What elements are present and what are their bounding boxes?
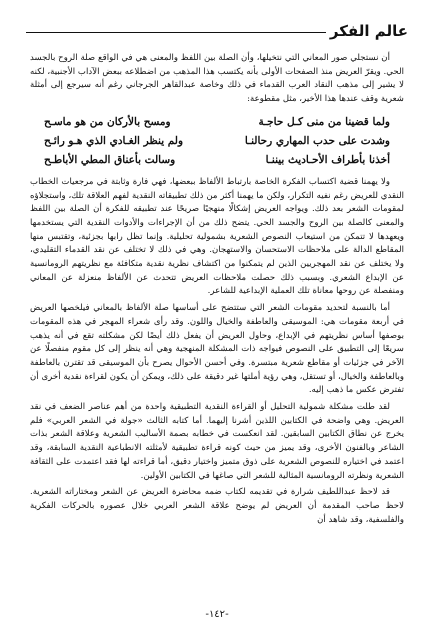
journal-title: عالم الفكر [329, 22, 408, 40]
paragraph-poetry-elements: أما بالنسبة لتحديد مقومات الشعر التي ستتضح على أساسها صلة الألفاظ بالمعاني فيلخصها العريض في أربعة مقومات هي: الموسيقى والعاطفة والخيال واللون. وقد رأى شعراء المهجر في هذه المقومات بوصفها أساس نظريتهم في الإبداع، وحاول العريض أن يفعل ذلك أيضًا لكن مشكلته تقع في أنه يذهب سريعًا إلى التطبيق على النصوص فيواجه ذات المشكلة المنهجية وهي أنه ينظر إلى كل مقوم منفصلًا عن الآخر في جزئيات أو مقاطع شعرية مبتسرة. وفي أحسن الأحوال يصرح بأن الموسيقى قد تقترن بالعاطفة وبالعاطفة والخيال، أو تستقل، وهي رؤية أملتها غير دقيقة على ذلك، ويمكن أن يكون لقراءة نقدية أخرى أن تفترض عكس ما ذهب إليه. [30, 303, 404, 396]
poem-verse [30, 151, 404, 170]
running-header [26, 22, 408, 44]
paragraph-critique: لقد طلت مشكلة شمولية التحليل أو القراءة النقدية التطبيقية واحدة من أهم عناصر الضعف في نقد العريض. وهي واضحة في الكتابين اللذين أشرنا إليهما. أما كتابه الثالث «جولة في الشعر العربي» فلم يخرج عن نطاق الكتابين السابقين. لقد انعكست في خطابه بصمة الأساليب الشعرية وعلاقة الشعر بذات الشاعر وبالفنون الأخرى، وقد يميز من حيث كونه قراءة تطبيقية لأمثلته الانطباعية النقدية السابقة، وقد اعتمد في اختياره للنصوص الشعرية على ذوق متميز واختيار دقيق، أما قراءته لها فقد اعتمدت على الثقافة الشعرية ونظرته الرومانسية المثالية للشعر التي صاغها في الكتابين الأولين. [30, 402, 404, 481]
article-body [30, 52, 404, 527]
header-rule [26, 32, 326, 33]
paragraph-analysis: ولا يهمنا قضية اكتساب الفكرة الخاصة بارتباط الألفاظ ببعضها، فهي فارة وثابتة في مرجعيات الخطاب النقدي للعريض رغم نفيه التكرار، ولكن ما يهمنا أكثر من ذلك تطبيقاته النقدية لفهم العلاقة تلك، واستجلاؤه لمقومات الشعر بعد ذلك. ويواجه العريض إشكالًا منهجيًا صريحًا عند تطبيقه للفكرة أن الصلة بين اللفظ والمعنى كالصلة بين الروح والجسد الحي. يتضح ذلك من أن الإجراءات والأدوات النقدية التي يستخدمها ويعهدها لا تتمكن من استيعاب النصوص الشعرية بشمولية تحليلية. وإنما تظل رابها بجزئية، وتقتبس منها المقاطع الدالة على ملاحظات الاستحسان والاستهجان. وهي في ذلك لا تختلف عن نقد القدماء التقليدي، ولا يختلف عن نقد المهجريين الذين لم يتمكنوا من اكتشاف نظرية نقدية متكافئة مع نظريتهم الرومانسية عن الإبداع الشعري. وبسبب ذلك حصلت ملاحظات العريض تتحدث عن الألفاظ منعزلة عن المعاني ومنفصلة عن روحها معاناة تلك العملية الإبداعية للشاعر. [30, 176, 404, 297]
verse-first-hemistich: ولما قضينا من منى كـل حاجـة [258, 115, 390, 128]
verse-first-hemistich: وشدت على حدب المهاري رحالنـا [244, 134, 390, 147]
verse-second-hemistich: وسالت بأعناق المطي الأباطـح [44, 153, 176, 166]
poem-verse [30, 113, 404, 132]
poem-verse [30, 132, 404, 151]
page-number: -١٤٢- [205, 609, 229, 620]
verse-second-hemistich: ومسح بالأركان من هو ماسـح [44, 115, 171, 128]
paragraph-sharara: قد لاحظ عبداللطيف شرارة في تقديمه لكتاب ضمه محاضرة العريض عن الشعر ومختاراته الشعرية. لاحظ صاحب المقدمة أن العريض لم يوضح علاقة الشعر العربي خلال عصوره بالحركات الفكرية والفلسفية، وقد شاهد أن [30, 487, 404, 525]
verse-first-hemistich: أخذنا بأطراف الأحـاديث بيننـا [265, 153, 390, 166]
poem-block [30, 113, 404, 170]
verse-second-hemistich: ولم ينظر الغـادي الذي هـو رائـح [44, 134, 184, 147]
paragraph-intro: أن نستجلي صور المعاني التي نتخيلها، وأن الصلة بين اللفظ والمعنى هي في الواقع صلة الروح بالجسد الحي. ويقرّ العريض منذ الصفحات الأولى بأنه يكتسب هذا المذهب من اضطلاعه ببعض الآداب الأجنبية، لكنه لا يشير إلى مذهب النقاد العرب القدماء في ذلك وخاصة عبدالقاهر الجرجاني رغم أنه سيرجع إلى أمثلة شعرية وقف عندها هذا الأخير، مثل مقطوعة: [30, 53, 404, 105]
